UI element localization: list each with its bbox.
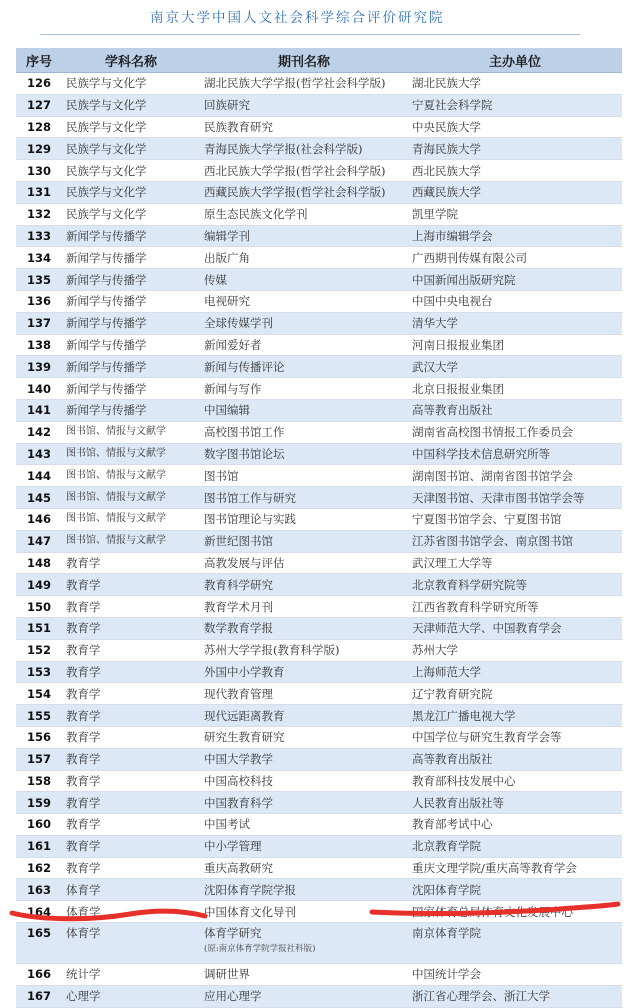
cell-subject: 图书馆、情报与文献学: [62, 508, 200, 530]
cell-journal: 新世纪图书馆: [200, 530, 408, 552]
cell-journal: 现代教育管理: [200, 683, 408, 705]
cell-host: 教育部考试中心: [408, 814, 622, 836]
cell-journal: [200, 923, 408, 964]
cell-subject: 教育学: [62, 770, 200, 792]
cell-host: 中国科学技术信息研究所等: [408, 443, 622, 465]
cell-no: 135: [16, 269, 62, 291]
cell-host: 凯里学院: [408, 203, 622, 225]
cell-journal: 外国中小学教育: [200, 661, 408, 683]
cell-no: 128: [16, 116, 62, 138]
cell-host: 高等教育出版社: [408, 748, 622, 770]
cell-subject: 新闻学与传播学: [62, 247, 200, 269]
table-row: [16, 181, 622, 203]
cell-host: 西藏民族大学: [408, 181, 622, 203]
cell-subject: 教育学: [62, 726, 200, 748]
page-header: [0, 0, 635, 40]
cell-journal: 编辑学刊: [200, 225, 408, 247]
cell-no: 161: [16, 835, 62, 857]
table-row: [16, 661, 622, 683]
table-row: [16, 705, 622, 727]
cell-no: 163: [16, 879, 62, 901]
cell-journal: 中国考试: [200, 814, 408, 836]
cell-host: 中央民族大学: [408, 116, 622, 138]
cell-no: 132: [16, 203, 62, 225]
cell-subject: 教育学: [62, 574, 200, 596]
cell-host: 天津师范大学、中国教育学会: [408, 617, 622, 639]
cell-subject: 图书馆、情报与文献学: [62, 443, 200, 465]
table-row: [16, 334, 622, 356]
cell-journal: 中小学管理: [200, 835, 408, 857]
cell-journal: 西藏民族大学学报(哲学社会科学版): [200, 181, 408, 203]
cell-subject: 民族学与文化学: [62, 138, 200, 160]
cell-no: 155: [16, 705, 62, 727]
cell-journal: 研究生教育研究: [200, 726, 408, 748]
cell-no: 145: [16, 487, 62, 509]
cell-host: 上海市编辑学会: [408, 225, 622, 247]
cell-host: 浙江省心理学会、浙江大学: [408, 985, 622, 1007]
cell-host: 黑龙江广播电视大学: [408, 705, 622, 727]
table-row: [16, 356, 622, 378]
journal-note: (原:南京体育学院学报社科版): [204, 944, 316, 955]
cell-journal: 新闻爱好者: [200, 334, 408, 356]
cell-no: 156: [16, 726, 62, 748]
table-row: [16, 269, 622, 291]
table-row: [16, 770, 622, 792]
cell-subject: 教育学: [62, 705, 200, 727]
cell-host: 青海民族大学: [408, 138, 622, 160]
cell-journal: 回族研究: [200, 94, 408, 116]
cell-subject: 新闻学与传播学: [62, 399, 200, 421]
cell-host: 沈阳体育学院: [408, 879, 622, 901]
cell-no: 151: [16, 617, 62, 639]
cell-host: 江西省教育科学研究所等: [408, 596, 622, 618]
cell-journal: 湖北民族大学学报(哲学社会科学版): [200, 73, 408, 95]
column-header-no: 序号: [16, 48, 62, 73]
cell-no: 136: [16, 290, 62, 312]
cell-host: 北京日报报业集团: [408, 378, 622, 400]
cell-journal: 中国大学教学: [200, 748, 408, 770]
cell-no: 144: [16, 465, 62, 487]
cell-no: 166: [16, 964, 62, 986]
column-header-host: 主办单位: [408, 48, 622, 73]
cell-no: 152: [16, 639, 62, 661]
cell-no: 126: [16, 73, 62, 95]
table-row: [16, 138, 622, 160]
cell-journal: 高教发展与评估: [200, 552, 408, 574]
table-row: [16, 290, 622, 312]
table-row: [16, 835, 622, 857]
cell-subject: 新闻学与传播学: [62, 334, 200, 356]
cell-host: 宁夏图书馆学会、宁夏图书馆: [408, 508, 622, 530]
cell-no: 141: [16, 399, 62, 421]
cell-no: 129: [16, 138, 62, 160]
cell-subject: 教育学: [62, 748, 200, 770]
cell-no: 157: [16, 748, 62, 770]
cell-subject: 教育学: [62, 552, 200, 574]
column-header-subject: 学科名称: [62, 48, 200, 73]
cell-journal: 数学教育学报: [200, 617, 408, 639]
table-row: [16, 443, 622, 465]
table-row: [16, 596, 622, 618]
cell-journal: 中国体育文化导刊: [200, 901, 408, 923]
table-header-row: [16, 48, 622, 73]
cell-subject: 教育学: [62, 857, 200, 879]
cell-no: 139: [16, 356, 62, 378]
cell-no: 146: [16, 508, 62, 530]
cell-host: 中国学位与研究生教育学会等: [408, 726, 622, 748]
cell-no: 153: [16, 661, 62, 683]
column-header-journal: 期刊名称: [200, 48, 408, 73]
table-row: [16, 552, 622, 574]
cell-subject: 新闻学与传播学: [62, 269, 200, 291]
cell-subject: 体育学: [62, 879, 200, 901]
cell-host: 教育部科技发展中心: [408, 770, 622, 792]
cell-no: 167: [16, 985, 62, 1007]
table-row: [16, 814, 622, 836]
cell-journal: 中国高校科技: [200, 770, 408, 792]
table-row: [16, 683, 622, 705]
cell-journal: 高校图书馆工作: [200, 421, 408, 443]
cell-no: 158: [16, 770, 62, 792]
cell-journal: 数字图书馆论坛: [200, 443, 408, 465]
cell-subject: 教育学: [62, 596, 200, 618]
cell-no: 165: [16, 923, 62, 964]
cell-host: 辽宁教育研究院: [408, 683, 622, 705]
table-row: [16, 726, 622, 748]
cell-journal: 中国教育科学: [200, 792, 408, 814]
cell-subject: 教育学: [62, 792, 200, 814]
cell-journal: 教育科学研究: [200, 574, 408, 596]
cell-subject: 图书馆、情报与文献学: [62, 421, 200, 443]
cell-no: 149: [16, 574, 62, 596]
cell-journal: 苏州大学学报(教育科学版): [200, 639, 408, 661]
cell-host: 中国中央电视台: [408, 290, 622, 312]
cell-journal: 出版广角: [200, 247, 408, 269]
cell-no: 140: [16, 378, 62, 400]
table-row: [16, 160, 622, 182]
cell-journal: 西北民族大学学报(哲学社会科学版): [200, 160, 408, 182]
cell-subject: 民族学与文化学: [62, 94, 200, 116]
cell-host: 江苏省图书馆学会、南京图书馆: [408, 530, 622, 552]
table-body: [16, 73, 622, 1008]
cell-no: 164: [16, 901, 62, 923]
cell-subject: 图书馆、情报与文献学: [62, 487, 200, 509]
table-row: [16, 857, 622, 879]
table-row: [16, 748, 622, 770]
cell-host: 宁夏社会科学院: [408, 94, 622, 116]
cell-journal: 图书馆: [200, 465, 408, 487]
cell-subject: 新闻学与传播学: [62, 225, 200, 247]
cell-subject: 图书馆、情报与文献学: [62, 465, 200, 487]
cell-no: 160: [16, 814, 62, 836]
cell-subject: 教育学: [62, 617, 200, 639]
cell-subject: 教育学: [62, 683, 200, 705]
table-row: [16, 901, 622, 923]
cell-subject: 心理学: [62, 985, 200, 1007]
institute-title: 南京大学中国人文社会科学综合评价研究院: [150, 10, 445, 26]
table-row: [16, 116, 622, 138]
table-row: [16, 73, 622, 95]
cell-host: 清华大学: [408, 312, 622, 334]
table-row: [16, 530, 622, 552]
table-row: [16, 94, 622, 116]
cell-journal: 调研世界: [200, 964, 408, 986]
table-row: [16, 399, 622, 421]
cell-subject: 民族学与文化学: [62, 203, 200, 225]
table-row: [16, 247, 622, 269]
cell-subject: 统计学: [62, 964, 200, 986]
table-row: [16, 487, 622, 509]
table-row: [16, 985, 622, 1007]
cell-no: 154: [16, 683, 62, 705]
cell-no: 131: [16, 181, 62, 203]
cell-no: 130: [16, 160, 62, 182]
cell-no: 162: [16, 857, 62, 879]
table-row: [16, 617, 622, 639]
cell-host: 重庆文理学院/重庆高等教育学会: [408, 857, 622, 879]
table-row: [16, 879, 622, 901]
table-row: [16, 378, 622, 400]
cell-host: 北京教育科学研究院等: [408, 574, 622, 596]
cell-journal: 应用心理学: [200, 985, 408, 1007]
cell-subject: 教育学: [62, 639, 200, 661]
table-row: [16, 792, 622, 814]
cell-no: 134: [16, 247, 62, 269]
cell-no: 138: [16, 334, 62, 356]
cell-host: 武汉大学: [408, 356, 622, 378]
cell-subject: 新闻学与传播学: [62, 378, 200, 400]
cell-subject: 教育学: [62, 814, 200, 836]
cell-host: 上海师范大学: [408, 661, 622, 683]
cell-no: 148: [16, 552, 62, 574]
cell-journal: 全球传媒学刊: [200, 312, 408, 334]
table-row: [16, 203, 622, 225]
cell-journal: 中国编辑: [200, 399, 408, 421]
table-row: [16, 574, 622, 596]
cell-host: 西北民族大学: [408, 160, 622, 182]
cell-no: 133: [16, 225, 62, 247]
journal-name: 体育学研究: [204, 926, 262, 941]
header-divider: [40, 34, 580, 35]
cell-subject: 新闻学与传播学: [62, 312, 200, 334]
cell-host: 广西期刊传媒有限公司: [408, 247, 622, 269]
table-row: [16, 508, 622, 530]
cell-journal: 电视研究: [200, 290, 408, 312]
cell-subject: 民族学与文化学: [62, 73, 200, 95]
cell-host: 国家体育总局体育文化发展中心: [408, 901, 622, 923]
cell-host: 高等教育出版社: [408, 399, 622, 421]
cell-journal: 现代远距离教育: [200, 705, 408, 727]
table-row: [16, 421, 622, 443]
cell-journal: 民族教育研究: [200, 116, 408, 138]
cell-journal: 沈阳体育学院学报: [200, 879, 408, 901]
cell-host: 湖北民族大学: [408, 73, 622, 95]
cell-journal: 传媒: [200, 269, 408, 291]
cell-host: 北京教育学院: [408, 835, 622, 857]
table-row: [16, 964, 622, 986]
cell-journal: 青海民族大学学报(社会科学版): [200, 138, 408, 160]
table-row: [16, 639, 622, 661]
cell-host: 人民教育出版社等: [408, 792, 622, 814]
cell-no: 142: [16, 421, 62, 443]
cell-subject: 体育学: [62, 901, 200, 923]
cell-journal: 原生态民族文化学刊: [200, 203, 408, 225]
cell-no: 127: [16, 94, 62, 116]
cell-subject: 民族学与文化学: [62, 181, 200, 203]
cell-host: 苏州大学: [408, 639, 622, 661]
table-row: [16, 312, 622, 334]
cell-journal: 新闻与传播评论: [200, 356, 408, 378]
cell-subject: 新闻学与传播学: [62, 356, 200, 378]
cell-host: 河南日报报业集团: [408, 334, 622, 356]
cell-no: 143: [16, 443, 62, 465]
cell-subject: 教育学: [62, 835, 200, 857]
journal-table: [16, 48, 622, 1008]
cell-subject: 新闻学与传播学: [62, 290, 200, 312]
cell-no: 159: [16, 792, 62, 814]
cell-host: 中国新闻出版研究院: [408, 269, 622, 291]
cell-host: 南京体育学院: [408, 923, 622, 964]
table-row: [16, 465, 622, 487]
cell-subject: 图书馆、情报与文献学: [62, 530, 200, 552]
cell-subject: 教育学: [62, 661, 200, 683]
cell-journal: 教育学术月刊: [200, 596, 408, 618]
cell-no: 147: [16, 530, 62, 552]
table-row: [16, 225, 622, 247]
cell-subject: 民族学与文化学: [62, 160, 200, 182]
cell-journal: 图书馆工作与研究: [200, 487, 408, 509]
cell-host: 湖南图书馆、湖南省图书馆学会: [408, 465, 622, 487]
cell-journal: 重庆高教研究: [200, 857, 408, 879]
cell-subject: 民族学与文化学: [62, 116, 200, 138]
table-row: [16, 923, 622, 964]
cell-host: 武汉理工大学等: [408, 552, 622, 574]
cell-host: 湖南省高校图书情报工作委员会: [408, 421, 622, 443]
cell-journal: 新闻与写作: [200, 378, 408, 400]
cell-journal: 图书馆理论与实践: [200, 508, 408, 530]
cell-no: 137: [16, 312, 62, 334]
cell-subject: 体育学: [62, 923, 200, 964]
cell-no: 150: [16, 596, 62, 618]
cell-host: 天津图书馆、天津市图书馆学会等: [408, 487, 622, 509]
cell-host: 中国统计学会: [408, 964, 622, 986]
